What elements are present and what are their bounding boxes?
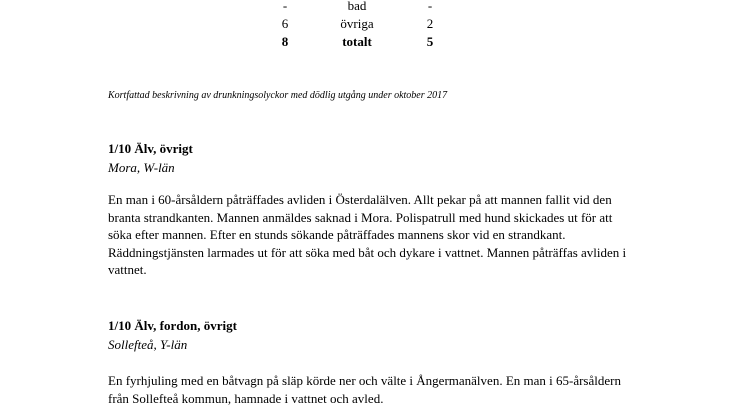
total-cell-left: 8 [281, 34, 289, 49]
table-row [240, 0, 476, 15]
description-line: från Sollefteå kommun, hamnade i vattnet och avled. [108, 390, 384, 406]
table-cell-right: 2 [426, 16, 434, 31]
description-line: söka efter mannen. Efter en stunds sökande påträffades mannens skor vid en strandkant. [108, 227, 566, 242]
table-cell-label: bad [347, 0, 367, 13]
incident-description [108, 372, 668, 407]
statistics-table [240, 0, 476, 51]
total-cell-right: 5 [426, 34, 434, 49]
incident-location: Mora, W-län [108, 160, 175, 175]
table-cell-right: - [427, 0, 433, 13]
description-line: En fyrhjuling med en båtvagn på släp körde ner och välte i Ångermanälven. En man i 65-årsåldern [108, 373, 621, 388]
table-row-total [240, 33, 476, 51]
incident-location: Sollefteå, Y-län [108, 337, 188, 352]
table-cell-left: 6 [281, 16, 289, 31]
incident-heading: 1/10 Älv, fordon, övrigt [108, 318, 237, 333]
description-line: vattnet. [108, 262, 147, 277]
section-caption: Kortfattad beskrivning av drunkningsolyckor med dödlig utgång under oktober 2017 [108, 90, 448, 101]
table-row [240, 15, 476, 33]
description-line: branta strandkanten. Mannen anmäldes saknad i Mora. Polispatrull med hund skickades ut för att [108, 209, 613, 225]
description-line: Räddningstjänsten larmades ut för att söka med båt och dykare i vattnet. Mannen påträffas avliden i [108, 244, 627, 260]
incident-heading: 1/10 Älv, övrigt [108, 141, 193, 156]
description-line: En man i 60-årsåldern påträffades avliden i Österdalälven. Allt pekar på att mannen fallit vid den [108, 192, 612, 207]
table-cell-left: - [282, 0, 288, 13]
table-cell-label: övriga [340, 16, 374, 31]
incident-description [108, 191, 668, 279]
total-cell-label: totalt [342, 34, 372, 49]
